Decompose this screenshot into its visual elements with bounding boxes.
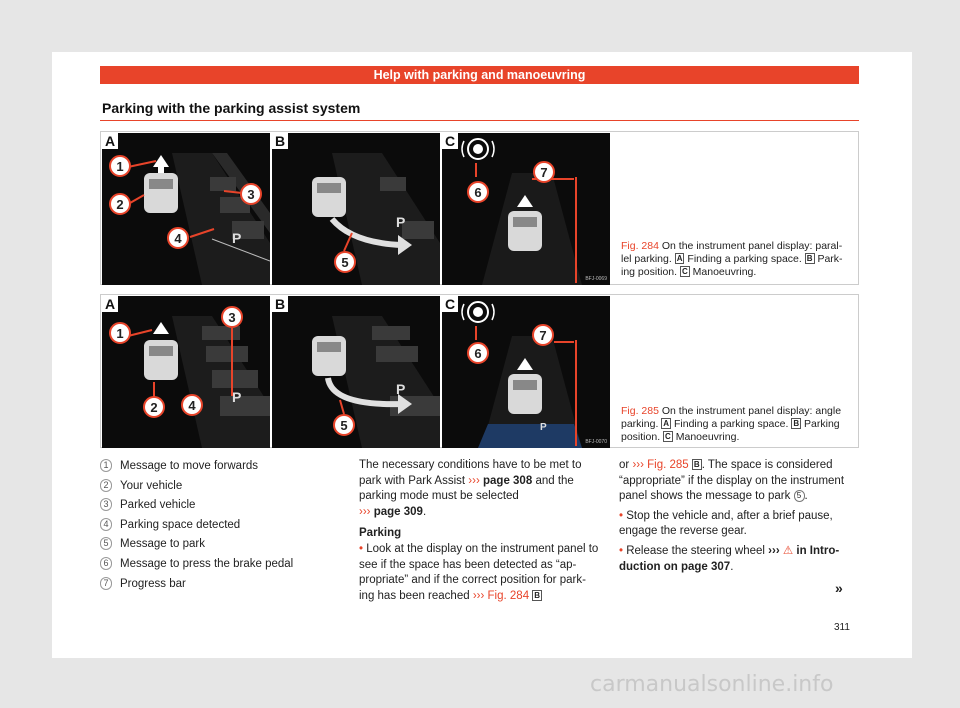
panel-ref-b: B <box>806 254 813 263</box>
panel-label: C <box>442 133 458 149</box>
marker-5: 5 <box>340 418 348 433</box>
figure-code: BFJ-0069 <box>585 276 607 282</box>
marker-7: 7 <box>539 328 547 343</box>
panel-label: C <box>442 296 458 312</box>
page-308-link[interactable]: page 308 <box>483 474 533 487</box>
panel-label: B <box>272 133 288 149</box>
bullet-3: • Release the steering wheel ››› ⚠ in Intro- duction on page 307. <box>619 544 840 573</box>
continue-mark: » <box>835 580 843 596</box>
marker-3: 3 <box>228 310 236 325</box>
intro-page-307-link[interactable]: in Intro- duction on page 307 <box>619 544 840 573</box>
parking-sign: P <box>396 214 406 230</box>
watermark: carmanualsonline.info <box>590 672 834 697</box>
marker-6: 6 <box>474 185 482 200</box>
title-divider <box>100 120 859 121</box>
fig-285-link[interactable]: Fig. 285 <box>647 459 689 471</box>
marker-4: 4 <box>174 231 182 246</box>
figure-label: Fig. 284 <box>621 240 659 252</box>
parking-sign: P <box>232 230 242 246</box>
legend-item: 1 Message to move forwards <box>100 458 320 478</box>
legend-item: 3 Parked vehicle <box>100 497 320 517</box>
panel-ref-b: B <box>793 419 800 428</box>
chapter-header: Help with parking and manoeuvring <box>100 66 859 84</box>
figure-285 <box>100 294 859 448</box>
panel-label: A <box>102 296 118 312</box>
panel-ref-c: C <box>681 267 688 276</box>
bullet-1: • Look at the display on the instrument panel to see if the space has been detected as “ap- propriate” and if the correct position for park- ing has been reached ››› Fig. 284 B <box>359 542 599 602</box>
marker-4: 4 <box>188 398 196 413</box>
callout-markers <box>101 132 621 286</box>
section-title: Parking with the parking assist system <box>102 100 361 116</box>
panel-label: B <box>272 296 288 312</box>
panel-label: A <box>102 133 118 149</box>
bullet-2: • Stop the vehicle and, after a brief pause, engage the reverse gear. <box>619 509 833 538</box>
panel-ref-a: A <box>663 419 670 428</box>
legend-item: 5 Message to park <box>100 536 320 556</box>
callout-markers <box>101 295 621 449</box>
page-number: 311 <box>834 622 850 633</box>
figure-code: BFJ-0070 <box>585 439 607 445</box>
body-column-2 <box>359 458 599 604</box>
panel-ref-c: C <box>665 432 671 441</box>
marker-3: 3 <box>247 187 255 202</box>
fig-284-link[interactable]: Fig. 284 <box>487 589 530 602</box>
marker-2: 2 <box>116 197 124 212</box>
parking-sign: P <box>540 422 547 433</box>
figure-caption: Fig. 284 On the instrument panel display: paral- lel parking. A Finding a parking space. B Park- ing position. C Manoeuvring. <box>621 240 843 278</box>
intro-paragraph: The necessary conditions have to be met to park with Park Assist ››› page 308 and the parking mode must be selected ››› page 309. <box>359 459 582 518</box>
page-309-link[interactable]: page 309 <box>373 505 423 518</box>
legend-list <box>100 458 320 595</box>
body-column-3 <box>619 458 859 575</box>
warning-icon: ⚠ <box>782 544 794 557</box>
parking-sign: P <box>396 381 406 397</box>
legend-item: 2 Your vehicle <box>100 478 320 498</box>
legend-item: 7 Progress bar <box>100 576 320 596</box>
legend-item: 6 Message to press the brake pedal <box>100 556 320 576</box>
marker-2: 2 <box>150 400 158 415</box>
marker-1: 1 <box>116 326 124 341</box>
continued-paragraph: or ››› Fig. 285 B . The space is considered “appropriate” if the display on the instrument panel shows the message to park 5 . <box>619 459 845 503</box>
figure-caption: Fig. 285 On the instrument panel display: angle parking. A Finding a parking space. B Parking position. C Manoeuvring. <box>621 405 842 443</box>
parking-sign: P <box>232 389 242 405</box>
parking-heading: Parking <box>359 527 402 540</box>
marker-7: 7 <box>540 165 548 180</box>
legend-item: 4 Parking space detected <box>100 517 320 537</box>
panel-ref-a: A <box>676 254 683 263</box>
marker-5: 5 <box>341 255 349 270</box>
figure-284 <box>100 131 859 285</box>
marker-6: 6 <box>474 346 482 361</box>
marker-1: 1 <box>116 159 124 174</box>
figure-label: Fig. 285 <box>621 405 659 417</box>
